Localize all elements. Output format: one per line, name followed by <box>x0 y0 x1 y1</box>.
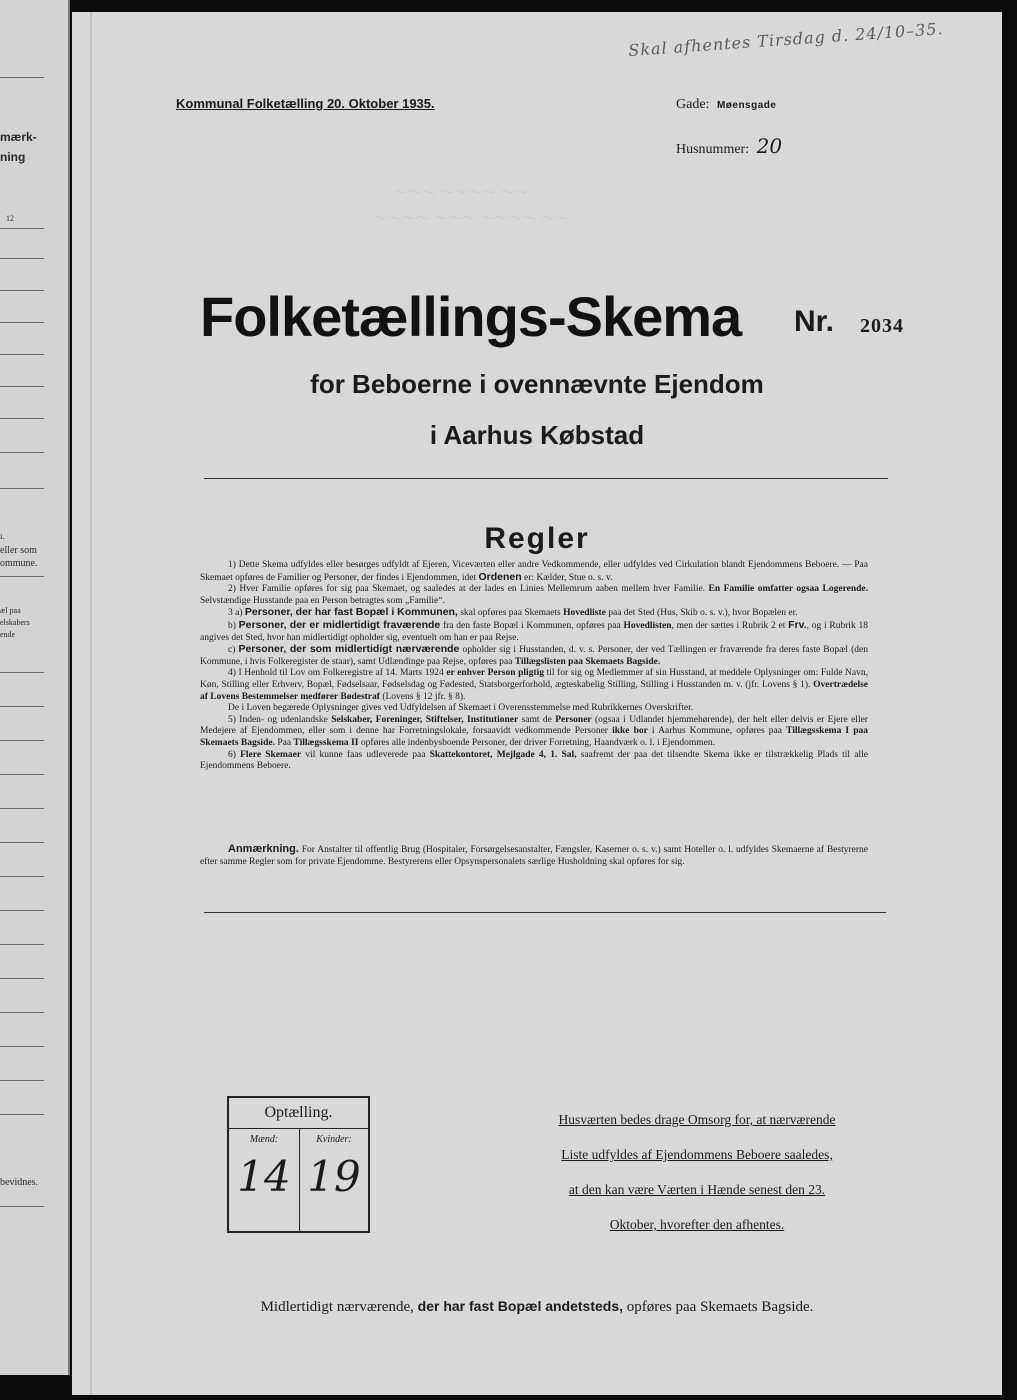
left-page-fragment: mærk- <box>0 130 37 144</box>
left-page-fragment: elskabers <box>0 618 30 627</box>
rule-6: 6) Flere Skemaer vil kunne faas udleverede paa Skattekontoret, Mejlgade 4, 1. Sal, saafremt der paa det tilsendte Skema ikke er tilstrækkelig Plads til alle Ejendommens Beboere. <box>200 749 868 772</box>
left-page-rule <box>0 322 44 323</box>
notice-line: Oktober, hvorefter den afhentes. <box>609 1217 785 1232</box>
left-page-rule <box>0 842 44 843</box>
rule-2: 2) Hver Familie opføres for sig paa Skemaet, og saaledes at der lades en Linies Mellemrum aaben mellem hver Familie. En Familie omfatter ogsaa Logerende. Selvstændige Husstande paa en Person betragtes som „Familie“. <box>200 584 868 606</box>
remark-label: Anmærkning. <box>228 843 299 855</box>
left-page-rule <box>0 452 44 453</box>
house-number-field <box>676 134 782 158</box>
rule-3b: b) Personer, der er midlertidigt fraværende fra den faste Bopæl i Kommunen, opføres paa Hovedlisten, men der sættes i Rubrik 2 et Frv., og i Rubrik 18 angives det Sted, hvor han midlertidigt opholder sig, eventuelt om han er paa Rejse. <box>200 618 868 643</box>
rule-3a: 3 a) Personer, der har fast Bopæl i Kommunen, skal opføres paa Skemaets Hovedliste paa det Sted (Hus, Skib o. s. v.), hvor Bopælen er. <box>228 606 798 619</box>
house-number-value: 20 <box>756 134 783 158</box>
left-page-rule <box>0 1012 44 1013</box>
left-page-rule <box>0 1046 44 1047</box>
left-facing-page <box>0 0 70 1375</box>
left-page-fragment: æl paa <box>0 606 21 615</box>
rules-text <box>200 560 868 773</box>
left-page-rule <box>0 672 44 673</box>
left-page-rule <box>0 1080 44 1081</box>
left-page-rule <box>0 978 44 979</box>
rule-5: 5) Inden- og udenlandske Selskaber, Foreninger, Stiftelser, Institutioner samt de Personer (ogsaa i Udlandet hjemmehørende), der helt eller delvis er Ejere eller Medejere af Ejendommen, eller som i denne har Forretningslokale, forsaavidt vedkommende Personer ikke bor i Aarhus Kommune, opføres paa Tillægsskema I paa Skemaets Bagside. Paa Tillægsskema II opføres alle indenbysboende Personer, der driver Forretning, Haandværk o. l. i Ejendommen. <box>200 714 868 748</box>
left-page-rule <box>0 576 44 577</box>
notice-line: Husværten bedes drage Omsorg for, at nærværende <box>558 1112 836 1127</box>
street-label: Gade: <box>676 97 710 112</box>
left-page-rule <box>0 1114 44 1115</box>
form-number-label: Nr. <box>794 305 835 338</box>
left-page-rule <box>0 418 44 419</box>
left-page-rule <box>0 876 44 877</box>
page-fold <box>90 12 92 1395</box>
street-field <box>676 97 776 113</box>
left-page-rule <box>0 774 44 775</box>
left-page-fragment: ommune. <box>0 558 38 569</box>
rule-1: 1) Dette Skema udfyldes eller besørges udfyldt af Ejeren, Viceværten eller andre Vedkommende, eller udfyldes ved Cirkulation blandt Ejendommens Beboere. — Paa Skemaet opføres de Familier og Personer, der findes i Ejendommen, idet Ordenen er: Kælder, Stue o. s. v. <box>200 560 868 583</box>
divider <box>204 478 888 479</box>
left-page-rule <box>0 1206 44 1207</box>
left-page-fragment: ning <box>0 150 26 164</box>
left-page-rule <box>0 290 44 291</box>
rule-4: 4) I Henhold til Lov om Folkeregistre af 14. Marts 1924 er enhver Person pligtig til for sig og Medlemmer af sin Husstand, at meddele Oplysninger om: Fulde Navn, Køn, Stilling eller Erhverv, Bopæl, Fødselsaar, Fødselsdag og Fødested, Statsborgerforhold, ægteskabelig Stilling, Stilling i Husstanden m. v. (jfr. Lovens § 1). Overtrædelse af Lovens Bestemmelser medfører Bødestraf (Lovens § 12 jfr. § 8). <box>200 668 869 702</box>
left-page-rule <box>0 944 44 945</box>
rule-3c: c) Personer, der som midlertidigt nærværende opholder sig i Husstanden, d. v. s. Personer, der ved Tællingen er fraværende fra deres faste Bopæl (den Kommune, i hvis Folkeregister de staar), samt Udlændinge paa Rejse, opføres paa Tillægslisten paa Skemaets Bagside. <box>200 643 868 667</box>
census-header-title: Kommunal Folketælling 20. Oktober 1935. <box>176 96 435 111</box>
bleed-through-mark: ～～～～ ～～～ ～～～～ ～～ <box>372 211 568 227</box>
footer-note: Midlertidigt nærværende, der har fast Bopæl andetsteds, opføres paa Skemaets Bagside. <box>260 1298 814 1315</box>
bleed-through-mark: ～～～ ～～～～ ～～ <box>392 185 527 201</box>
left-page-rule <box>0 488 44 489</box>
left-page-fragment: 12 <box>6 214 14 223</box>
men-label: Mænd: <box>249 1134 279 1145</box>
left-page-rule <box>0 77 44 78</box>
census-form-page <box>72 12 1002 1395</box>
left-page-rule <box>0 258 44 259</box>
divider <box>204 912 886 913</box>
women-count: 19 <box>307 1152 361 1201</box>
house-number-label: Husnummer: <box>676 142 750 157</box>
left-page-fragment: eller som <box>0 545 37 556</box>
left-page-rule <box>0 910 44 911</box>
left-page-fragment: ende <box>0 630 16 639</box>
left-page-rule <box>0 354 44 355</box>
left-page-rule <box>0 386 44 387</box>
form-subtitle-city: i Aarhus Købstad <box>429 420 645 450</box>
street-value: Møensgade <box>716 100 777 111</box>
left-page-rule <box>0 808 44 809</box>
remark-text: Anmærkning. For Anstalter til offentlig Brug (Hospitaler, Forsørgelsesanstalter, Fængsler, Kaserner o. s. v.) samt Hoteller o. l. udfyldes Skemaerne af Bestyrerne efter samme Regler som for private Ejendomme. Bestyrerens eller Opsynspersonalets særlige Husholdning skal opføres for sig. <box>200 843 868 867</box>
left-page-rule <box>0 706 44 707</box>
handwritten-note: Skal afhentes Tirsdag d. 24/10–35. <box>627 19 945 60</box>
rules-heading: Regler <box>484 522 590 555</box>
form-title: Folketællings-Skema <box>200 285 742 348</box>
count-box-title: Optælling. <box>264 1104 333 1121</box>
notice-line: at den kan være Værten i Hænde senest den 23. <box>568 1182 826 1197</box>
form-number-value: 2034 <box>860 315 904 337</box>
women-label: Kvinder: <box>316 1134 352 1145</box>
left-page-fragment: bevidnes. <box>0 1177 39 1188</box>
left-page-rule <box>0 228 44 229</box>
notice-line: Liste udfyldes af Ejendommens Beboere saaledes, <box>561 1147 833 1162</box>
form-subtitle: for Beboerne i ovennævnte Ejendom <box>310 369 764 399</box>
men-count: 14 <box>237 1152 291 1201</box>
rule-4b: De i Loven begærede Oplysninger gives ved Udfyldelsen af Skemaet i Overensstemmelse med Rubrikkernes Overskrifter. <box>228 703 694 714</box>
count-box <box>227 1096 370 1233</box>
left-page-rule <box>0 740 44 741</box>
left-page-fragment: ı. <box>0 531 5 541</box>
landlord-notice <box>522 1102 872 1242</box>
